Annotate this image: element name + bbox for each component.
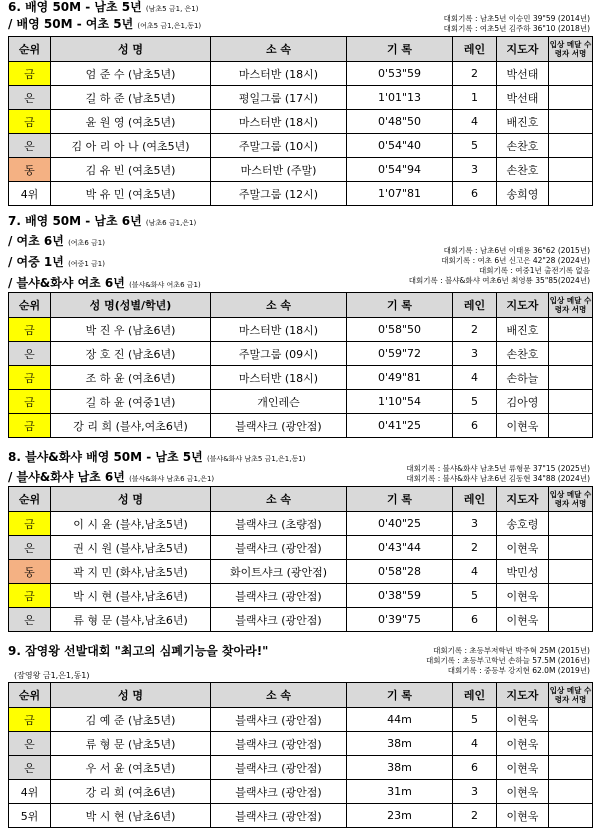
- rank-cell: 은: [9, 536, 51, 560]
- lane-cell: 4: [453, 110, 497, 134]
- team-cell: 블랙샤크 (광안점): [211, 536, 347, 560]
- name-cell: 곽 지 민 (화샤,남초5년): [51, 560, 211, 584]
- name-cell: 조 하 윤 (여초6년): [51, 366, 211, 390]
- signature-cell[interactable]: [549, 414, 593, 438]
- signature-cell[interactable]: [549, 536, 593, 560]
- rank-cell: 동: [9, 158, 51, 182]
- name-cell: 장 호 진 (남초6년): [51, 342, 211, 366]
- coach-cell: 이현욱: [497, 780, 549, 804]
- team-cell: 블랙샤크 (초량점): [211, 512, 347, 536]
- signature-cell[interactable]: [549, 366, 593, 390]
- record-cell: 38m: [347, 732, 453, 756]
- column-header: 입상 메달 수령자 서명: [549, 487, 593, 512]
- record-cell: 0'40"25: [347, 512, 453, 536]
- rank-cell: 동: [9, 560, 51, 584]
- lane-cell: 3: [453, 780, 497, 804]
- coach-cell: 이현욱: [497, 536, 549, 560]
- signature-cell[interactable]: [549, 708, 593, 732]
- name-cell: 강 리 희 (여초6년): [51, 780, 211, 804]
- name-cell: 박 시 현 (블샤,남초6년): [51, 584, 211, 608]
- signature-cell[interactable]: [549, 584, 593, 608]
- signature-cell[interactable]: [549, 182, 593, 206]
- coach-cell: 박선태: [497, 62, 549, 86]
- name-cell: 엄 준 수 (남초5년): [51, 62, 211, 86]
- lane-cell: 6: [453, 414, 497, 438]
- section-7-title: 7. 배영 50M - 남초 6년 (남초6 금1,은1): [8, 214, 197, 228]
- rank-cell: 5위: [9, 804, 51, 828]
- signature-cell[interactable]: [549, 608, 593, 632]
- lane-cell: 2: [453, 62, 497, 86]
- column-header: 순위: [9, 487, 51, 512]
- signature-cell[interactable]: [549, 134, 593, 158]
- name-cell: 류 형 문 (블샤,남초6년): [51, 608, 211, 632]
- table-row: [9, 512, 593, 536]
- signature-cell[interactable]: [549, 110, 593, 134]
- table-row: [9, 732, 593, 756]
- rank-cell: 은: [9, 342, 51, 366]
- lane-cell: 1: [453, 86, 497, 110]
- signature-cell[interactable]: [549, 390, 593, 414]
- section-6-records: 대회기록 : 남초5년 이승민 39"59 (2014년) 대회기록 : 여초5년 김주하 36"10 (2018년): [443, 14, 590, 33]
- section-9-table: [8, 682, 593, 828]
- section-7-records: 대회기록 : 남초6년 이태용 36"62 (2015년) 대회기록 : 여초 6년 신고은 42"28 (2024년) 대회기록 : 여중1년 출전기록 없음 대회기록 : 블샤&화샤 여초6년 최영룡 35"85(2024년): [408, 246, 590, 285]
- section-6-title: 6. 배영 50M - 남초 5년 (남초5 금1, 은1): [8, 0, 199, 14]
- name-cell: 김 유 빈 (여초5년): [51, 158, 211, 182]
- table-header-row: [9, 683, 593, 708]
- team-cell: 블랙샤크 (광안점): [211, 584, 347, 608]
- coach-cell: 이현욱: [497, 414, 549, 438]
- lane-cell: 2: [453, 536, 497, 560]
- coach-cell: 박선태: [497, 86, 549, 110]
- column-header: 소 속: [211, 683, 347, 708]
- table-row: [9, 134, 593, 158]
- team-cell: 마스터반 (18시): [211, 62, 347, 86]
- team-cell: 블랙샤크 (광안점): [211, 780, 347, 804]
- rank-cell: 금: [9, 366, 51, 390]
- name-cell: 박 유 민 (여초5년): [51, 182, 211, 206]
- signature-cell[interactable]: [549, 86, 593, 110]
- column-header: 지도자: [497, 683, 549, 708]
- rank-cell: 4위: [9, 182, 51, 206]
- section-9-note: (잠영왕 금1,은1,동1): [14, 671, 90, 680]
- record-cell: 1'10"54: [347, 390, 453, 414]
- record-cell: 0'58"28: [347, 560, 453, 584]
- rank-cell: 금: [9, 512, 51, 536]
- record-cell: 0'59"72: [347, 342, 453, 366]
- record-cell: 0'39"75: [347, 608, 453, 632]
- record-cell: 31m: [347, 780, 453, 804]
- name-cell: 권 시 원 (블샤,남초5년): [51, 536, 211, 560]
- record-cell: 23m: [347, 804, 453, 828]
- coach-cell: 손찬호: [497, 158, 549, 182]
- team-cell: 평일그룹 (17시): [211, 86, 347, 110]
- signature-cell[interactable]: [549, 318, 593, 342]
- name-cell: 길 하 윤 (여중1년): [51, 390, 211, 414]
- signature-cell[interactable]: [549, 512, 593, 536]
- rank-cell: 금: [9, 62, 51, 86]
- record-cell: 0'58"50: [347, 318, 453, 342]
- signature-cell[interactable]: [549, 804, 593, 828]
- rank-cell: 은: [9, 756, 51, 780]
- lane-cell: 4: [453, 366, 497, 390]
- column-header: 성 명: [51, 683, 211, 708]
- coach-cell: 손찬호: [497, 134, 549, 158]
- table-row: [9, 342, 593, 366]
- signature-cell[interactable]: [549, 158, 593, 182]
- signature-cell[interactable]: [549, 780, 593, 804]
- rank-cell: 금: [9, 390, 51, 414]
- column-header: 입상 메달 수령자 서명: [549, 683, 593, 708]
- record-cell: 0'53"59: [347, 62, 453, 86]
- section-9-records: 대회기록 : 초등부저학년 박주혁 25M (2015년) 대회기록 : 초등부고학년 손하늘 57.5M (2016년) 대회기록 : 중등부 강지현 62.0M (2019년): [426, 646, 590, 675]
- lane-cell: 2: [453, 804, 497, 828]
- column-header: 레인: [453, 37, 497, 62]
- column-header: 레인: [453, 683, 497, 708]
- record-cell: 0'43"44: [347, 536, 453, 560]
- section-8: [8, 450, 592, 635]
- record-cell: 0'49"81: [347, 366, 453, 390]
- table-header-row: [9, 37, 593, 62]
- section-9-title: 9. 잠영왕 선발대회 "최고의 심폐기능을 찾아라!": [8, 644, 269, 658]
- table-row: [9, 62, 593, 86]
- lane-cell: 5: [453, 584, 497, 608]
- team-cell: 주말그룹 (09시): [211, 342, 347, 366]
- table-row: [9, 414, 593, 438]
- column-header: 입상 메달 수령자 서명: [549, 293, 593, 318]
- team-cell: 마스터반 (주말): [211, 158, 347, 182]
- lane-cell: 4: [453, 560, 497, 584]
- team-cell: 마스터반 (18시): [211, 110, 347, 134]
- table-row: [9, 390, 593, 414]
- signature-cell[interactable]: [549, 732, 593, 756]
- lane-cell: 6: [453, 608, 497, 632]
- coach-cell: 송호령: [497, 512, 549, 536]
- table-row: [9, 804, 593, 828]
- column-header: 레인: [453, 487, 497, 512]
- section-8-title: 8. 블샤&화샤 배영 50M - 남초 5년 (블샤&화샤 남초5 금1,은1,동1): [8, 450, 306, 464]
- table-row: [9, 584, 593, 608]
- table-row: [9, 366, 593, 390]
- team-cell: 주말그룹 (12시): [211, 182, 347, 206]
- rank-cell: 금: [9, 584, 51, 608]
- lane-cell: 4: [453, 732, 497, 756]
- team-cell: 화이트샤크 (광안점): [211, 560, 347, 584]
- section-7-title-3: / 여중 1년 (여중1 금1): [8, 255, 105, 269]
- coach-cell: 박민성: [497, 560, 549, 584]
- section-6: [8, 0, 592, 208]
- coach-cell: 이현욱: [497, 584, 549, 608]
- table-row: [9, 110, 593, 134]
- section-8-title-2: / 블샤&화샤 남초 6년 (블샤&화샤 남초6 금1,은1): [8, 470, 215, 484]
- signature-cell[interactable]: [549, 756, 593, 780]
- column-header: 순위: [9, 683, 51, 708]
- rank-cell: 은: [9, 134, 51, 158]
- record-cell: 0'54"94: [347, 158, 453, 182]
- team-cell: 블랙샤크 (광안점): [211, 804, 347, 828]
- record-cell: 1'07"81: [347, 182, 453, 206]
- section-7-title-4: / 블샤&화샤 여초 6년 (블샤&화샤 여초6 금1): [8, 276, 201, 290]
- coach-cell: 이현욱: [497, 732, 549, 756]
- team-cell: 블랙샤크 (광안점): [211, 414, 347, 438]
- column-header: 순위: [9, 37, 51, 62]
- rank-cell: 은: [9, 732, 51, 756]
- section-9: [8, 644, 592, 835]
- signature-cell[interactable]: [549, 560, 593, 584]
- section-7-title-2: / 여초 6년 (여초6 금1): [8, 234, 105, 248]
- coach-cell: 배진호: [497, 110, 549, 134]
- section-7-table: [8, 292, 593, 438]
- lane-cell: 2: [453, 318, 497, 342]
- name-cell: 우 서 윤 (여초5년): [51, 756, 211, 780]
- name-cell: 강 리 희 (블샤,여초6년): [51, 414, 211, 438]
- coach-cell: 배진호: [497, 318, 549, 342]
- team-cell: 블랙샤크 (광안점): [211, 608, 347, 632]
- lane-cell: 5: [453, 134, 497, 158]
- name-cell: 박 진 우 (남초6년): [51, 318, 211, 342]
- column-header: 지도자: [497, 293, 549, 318]
- section-8-records: 대회기록 : 블샤&화샤 남초5년 류형문 37"15 (2025년) 대회기록 : 블샤&화샤 남초6년 김동현 34"88 (2024년): [406, 464, 590, 483]
- section-8-table: [8, 486, 593, 632]
- coach-cell: 김아영: [497, 390, 549, 414]
- column-header: 레인: [453, 293, 497, 318]
- record-cell: 0'54"40: [347, 134, 453, 158]
- column-header: 기 록: [347, 487, 453, 512]
- column-header: 순위: [9, 293, 51, 318]
- record-cell: 44m: [347, 708, 453, 732]
- coach-cell: 이현욱: [497, 756, 549, 780]
- column-header: 기 록: [347, 293, 453, 318]
- column-header: 기 록: [347, 37, 453, 62]
- team-cell: 마스터반 (18시): [211, 318, 347, 342]
- lane-cell: 3: [453, 512, 497, 536]
- team-cell: 블랙샤크 (광안점): [211, 732, 347, 756]
- name-cell: 이 시 윤 (블샤,남초5년): [51, 512, 211, 536]
- rank-cell: 금: [9, 414, 51, 438]
- table-header-row: [9, 487, 593, 512]
- coach-cell: 이현욱: [497, 608, 549, 632]
- table-row: [9, 708, 593, 732]
- table-row: [9, 86, 593, 110]
- lane-cell: 3: [453, 158, 497, 182]
- rank-cell: 금: [9, 708, 51, 732]
- lane-cell: 5: [453, 708, 497, 732]
- signature-cell[interactable]: [549, 342, 593, 366]
- coach-cell: 손찬호: [497, 342, 549, 366]
- section-6-table: [8, 36, 593, 206]
- rank-cell: 4위: [9, 780, 51, 804]
- column-header: 입상 메달 수령자 서명: [549, 37, 593, 62]
- column-header: 소 속: [211, 487, 347, 512]
- lane-cell: 3: [453, 342, 497, 366]
- record-cell: 0'38"59: [347, 584, 453, 608]
- record-cell: 38m: [347, 756, 453, 780]
- rank-cell: 은: [9, 86, 51, 110]
- name-cell: 박 시 현 (남초6년): [51, 804, 211, 828]
- section-7: [8, 212, 592, 442]
- lane-cell: 6: [453, 182, 497, 206]
- name-cell: 김 아 리 아 나 (여초5년): [51, 134, 211, 158]
- table-row: [9, 182, 593, 206]
- section-6-title-2: / 배영 50M - 여초 5년 (여초5 금1,은1,동1): [8, 17, 202, 31]
- column-header: 소 속: [211, 293, 347, 318]
- team-cell: 개인레슨: [211, 390, 347, 414]
- coach-cell: 이현욱: [497, 804, 549, 828]
- table-row: [9, 158, 593, 182]
- column-header: 성 명: [51, 487, 211, 512]
- team-cell: 블랙샤크 (광안점): [211, 708, 347, 732]
- table-header-row: [9, 293, 593, 318]
- rank-cell: 금: [9, 110, 51, 134]
- signature-cell[interactable]: [549, 62, 593, 86]
- name-cell: 윤 원 영 (여초5년): [51, 110, 211, 134]
- column-header: 성 명(성별/학년): [51, 293, 211, 318]
- coach-cell: 이현욱: [497, 708, 549, 732]
- table-row: [9, 756, 593, 780]
- column-header: 지도자: [497, 487, 549, 512]
- record-cell: 0'41"25: [347, 414, 453, 438]
- name-cell: 류 형 문 (남초5년): [51, 732, 211, 756]
- coach-cell: 손하늘: [497, 366, 549, 390]
- lane-cell: 5: [453, 390, 497, 414]
- table-row: [9, 318, 593, 342]
- name-cell: 김 예 준 (남초5년): [51, 708, 211, 732]
- rank-cell: 은: [9, 608, 51, 632]
- lane-cell: 6: [453, 756, 497, 780]
- team-cell: 주말그룹 (10시): [211, 134, 347, 158]
- table-row: [9, 608, 593, 632]
- table-row: [9, 536, 593, 560]
- team-cell: 마스터반 (18시): [211, 366, 347, 390]
- table-row: [9, 560, 593, 584]
- record-cell: 1'01"13: [347, 86, 453, 110]
- team-cell: 블랙샤크 (광안점): [211, 756, 347, 780]
- column-header: 기 록: [347, 683, 453, 708]
- name-cell: 길 하 준 (남초5년): [51, 86, 211, 110]
- column-header: 지도자: [497, 37, 549, 62]
- rank-cell: 금: [9, 318, 51, 342]
- column-header: 성 명: [51, 37, 211, 62]
- record-cell: 0'48"50: [347, 110, 453, 134]
- column-header: 소 속: [211, 37, 347, 62]
- table-row: [9, 780, 593, 804]
- coach-cell: 송희영: [497, 182, 549, 206]
